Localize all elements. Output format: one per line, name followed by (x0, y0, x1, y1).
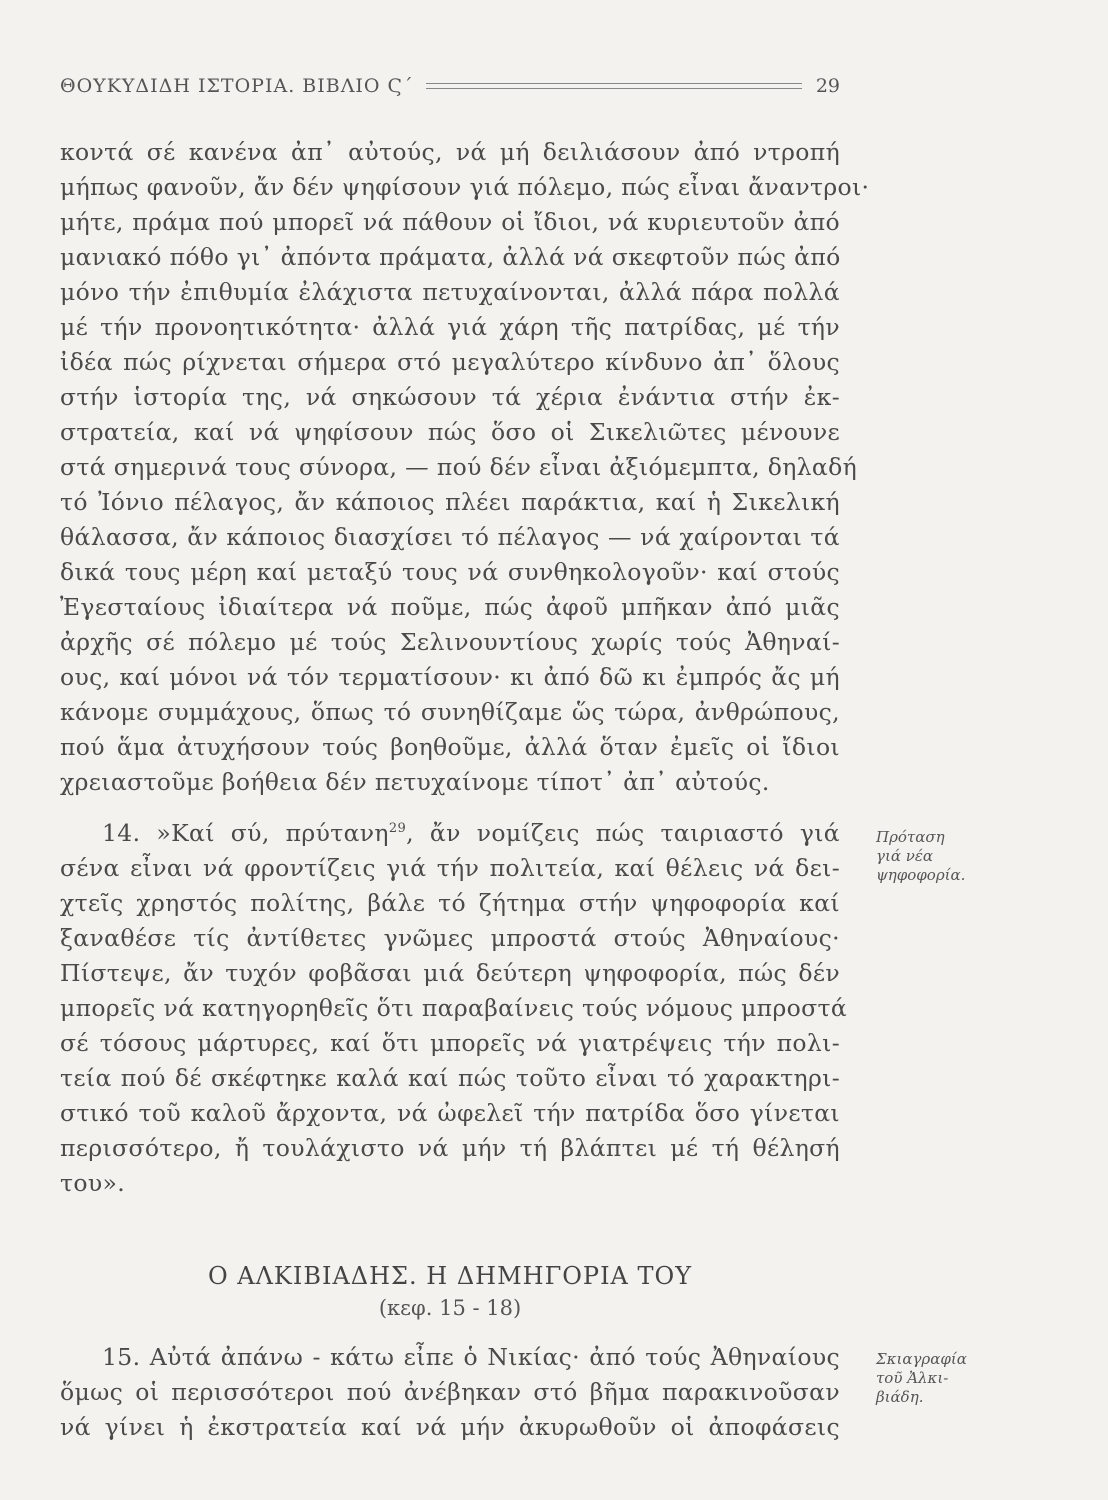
text-line: μανιακό πόθο γι᾽ ἀπόντα πράματα, ἀλλά νά σκεφτοῦν πώς ἀπό (60, 243, 841, 271)
text-line: μπορεῖς νά κατηγορηθεῖς ὅτι παραβαίνεις τούς νόμους μπροστά (60, 994, 848, 1022)
margin-note-line: γιά νέα (876, 847, 934, 865)
section-subtitle: (κεφ. 15 - 18) (378, 1296, 522, 1320)
text-line: ξαναθέσε τίς ἀντίθετες γνῶμες μπροστά στούς Ἀθηναίους· (60, 924, 840, 952)
text-line: στικό τοῦ καλοῦ ἄρχοντα, νά ὠφελεῖ τήν πατρίδα ὅσο γίνεται (60, 1099, 840, 1127)
text-line: μόνο τήν ἐπιθυμία ἐλάχιστα πετυχαίνονται, ἀλλά πάρα πολλά (60, 278, 840, 306)
text-line: ἰδέα πώς ρίχνεται σήμερα στό μεγαλύτερο κίνδυνο ἀπ᾽ ὅλους (60, 348, 840, 376)
text-line: 15. Αὐτά ἀπάνω - κάτω εἶπε ὁ Νικίας· ἀπό τούς Ἀθηναίους (102, 1343, 840, 1371)
text-line: κάνομε συμμάχους, ὅπως τό συνηθίζαμε ὥς τώρα, ἀνθρώπους, (60, 698, 840, 726)
text-line: ους, καί μόνοι νά τόν τερματίσουν· κι ἀπό δῶ κι ἐμπρός ἄς μή (60, 663, 840, 691)
paragraph-number-text: 14. »Καί σύ, πρύτανη (102, 819, 389, 847)
margin-note-line: ψηφοφορία. (876, 866, 966, 884)
page-number: 29 (815, 75, 840, 97)
text-line: μήτε, πράμα πού μπορεῖ νά πάθουν οἱ ἴδιοι, νά κυριευτοῦν ἀπό (60, 208, 840, 236)
text-line: κοντά σέ κανένα ἀπ᾽ αὐτούς, νά μή δειλιάσουν ἀπό ντροπή (60, 138, 840, 166)
text-line: Πίστεψε, ἄν τυχόν φοβᾶσαι μιά δεύτερη ψηφοφορία, πώς δέν (60, 959, 840, 987)
running-header (60, 72, 840, 100)
header-rule (426, 83, 802, 89)
text-line: σέ τόσους μάρτυρες, καί ὅτι μπορεῖς νά γιατρέψεις τήν πολι- (60, 1029, 840, 1057)
running-title: ΘΟΥΚΥΔΙΔΗ ΙΣΤΟΡΙΑ. ΒΙΒΛΙΟ Ϛ΄ (60, 75, 414, 97)
text-line: πού ἅμα ἀτυχήσουν τούς βοηθοῦμε, ἀλλά ὅταν ἐμεῖς οἱ ἴδιοι (60, 733, 840, 761)
text-line: Ἐγεσταίους ἰδιαίτερα νά ποῦμε, πώς ἀφοῦ μπῆκαν ἀπό μιᾶς (60, 593, 840, 621)
text-line: περισσότερο, ἤ τουλάχιστο νά μήν τή βλάπτει μέ τή θέλησή (60, 1134, 840, 1162)
text-line: ἀρχῆς σέ πόλεμο μέ τούς Σελινουντίους χωρίς τούς Ἀθηναί- (60, 628, 840, 656)
text-line: μέ τήν προνοητικότητα· ἀλλά γιά χάρη τῆς πατρίδας, μέ τήν (60, 313, 840, 341)
paragraph-first-line (102, 818, 840, 848)
text-line: σένα εἶναι νά φροντίζεις γιά τήν πολιτεία, καί θέλεις νά δει- (60, 854, 840, 882)
margin-note-line: τοῦ Ἀλκι- (876, 1369, 949, 1387)
text-line: στήν ἱστορία της, νά σηκώσουν τά χέρια ἐνάντια στήν ἐκ- (60, 383, 840, 411)
text-line: μήπως φανοῦν, ἄν δέν ψηφίσουν γιά πόλεμο, πώς εἶναι ἄναντροι· (60, 173, 870, 201)
margin-note-vote (876, 828, 1046, 885)
text-line: τεία πού δέ σκέφτηκε καλά καί πώς τοῦτο εἶναι τό χαρακτηρι- (60, 1064, 840, 1092)
margin-note-line: βιάδη. (876, 1388, 924, 1406)
text-line: στρατεία, καί νά ψηφίσουν πώς ὅσο οἱ Σικελιῶτες μένουνε (60, 418, 840, 446)
text-line: στά σημερινά τους σύνορα, — πού δέν εἶναι ἀξιόμεμπτα, δηλαδή (60, 453, 858, 481)
text-line: χρειαστοῦμε βοήθεια δέν πετυχαίνομε τίποτ᾽ ἀπ᾽ αὐτούς. (60, 768, 770, 796)
text-line: χτεῖς χρηστός πολίτης, βάλε τό ζήτημα στήν ψηφοφορία καί (60, 889, 840, 917)
text-line: ὅμως οἱ περισσότεροι πού ἀνέβηκαν στό βῆμα παρακινοῦσαν (60, 1378, 840, 1406)
text-line: τό Ἰόνιο πέλαγος, ἄν κάποιος πλέει παράκτια, καί ἡ Σικελική (60, 488, 840, 516)
margin-note-line: Σκιαγραφία (876, 1350, 967, 1368)
text-line: του». (60, 1169, 126, 1197)
text-line: νά γίνει ἡ ἐκστρατεία καί νά μήν ἀκυρωθοῦν οἱ ἀποφάσεις (60, 1413, 840, 1441)
paragraph-first-line-rest: , ἄν νομίζεις πώς ταιριαστό γιά (406, 819, 840, 847)
text-line: θάλασσα, ἄν κάποιος διασχίσει τό πέλαγος — νά χαίρονται τά (60, 523, 840, 551)
text-line: δικά τους μέρη καί μεταξύ τους νά συνθηκολογοῦν· καί στούς (60, 558, 840, 586)
margin-note-line: Πρόταση (876, 828, 945, 846)
margin-note-alcibiades (876, 1350, 1046, 1407)
footnote-reference[interactable]: 29 (388, 821, 407, 837)
section-title: Ο ΑΛΚΙΒΙΑΔΗΣ. Η ΔΗΜΗΓΟΡΙΑ ΤΟΥ (207, 1262, 693, 1290)
